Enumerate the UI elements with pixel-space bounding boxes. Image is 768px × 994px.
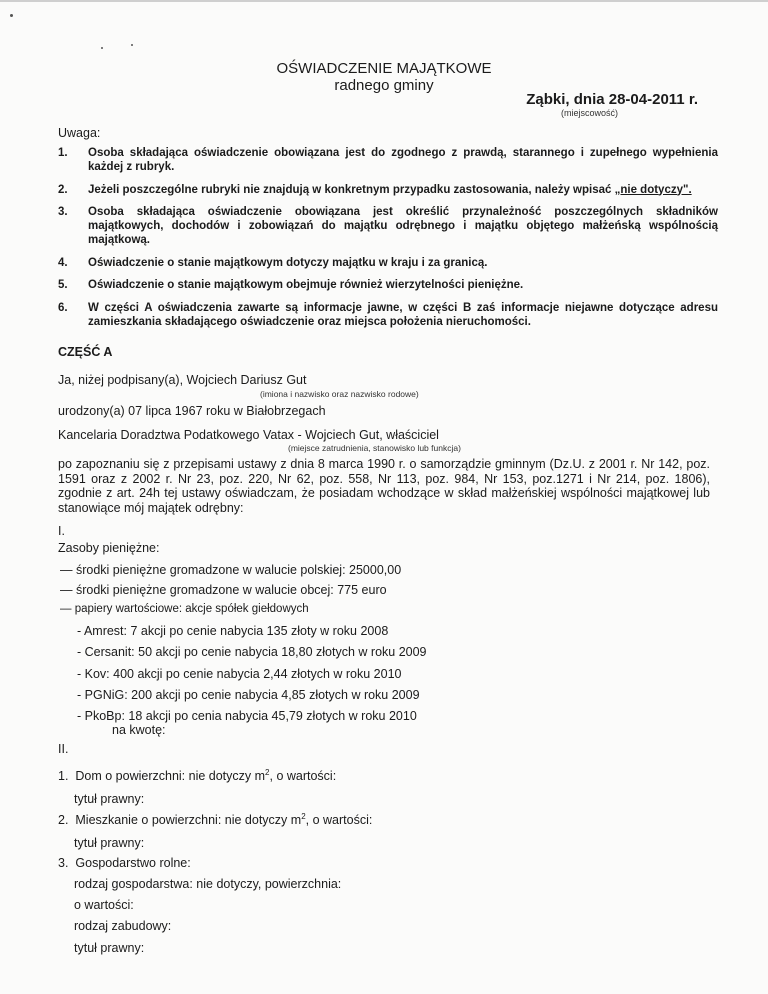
part-ii-numeral: II. — [58, 742, 69, 756]
section-a-heading: CZĘŚĆ A — [58, 345, 113, 359]
house-row — [58, 769, 336, 783]
share-row: - Amrest: 7 akcji po cenie nabycia 135 złoty w roku 2008 — [77, 624, 389, 638]
house-value-label: , o wartości: — [269, 769, 337, 783]
note-item — [58, 183, 718, 197]
note-number: 4. — [58, 256, 68, 269]
born-line: urodzony(a) 07 lipca 1967 roku w Białobrzegach — [58, 404, 326, 418]
note-text: Osoba składająca oświadczenie obowiązana jest do zgodnego z prawdą, starannego i zupełnego wypełnienia każdej z rubryk. — [88, 147, 718, 173]
note-underlined-text: „nie dotyczy". — [614, 183, 692, 196]
scan-speck — [131, 44, 133, 46]
share-row: - Kov: 400 akcji po cenie nabycia 2,44 złotych w roku 2010 — [77, 667, 402, 681]
note-text: Jeżeli poszczególne rubryki nie znajdują w konkretnym przypadku zastosowania, należy wpisać — [88, 183, 615, 196]
flat-row — [58, 813, 372, 827]
note-item — [58, 301, 718, 329]
farm-title: tytuł prawny: — [74, 941, 145, 955]
house-title: tytuł prawny: — [74, 792, 145, 806]
note-number: 2. — [58, 183, 68, 196]
farm-type: rodzaj gospodarstwa: nie dotyczy, powierzchnia: — [74, 877, 342, 891]
notes-list — [58, 146, 718, 337]
scan-speck — [10, 14, 13, 17]
farm-row — [58, 856, 191, 870]
flat-area: Mieszkanie o powierzchni: nie dotyczy m — [75, 813, 302, 827]
note-item — [58, 205, 718, 247]
notes-label: Uwaga: — [58, 126, 101, 140]
employer-line: Kancelaria Doradztwa Podatkowego Vatax - Wojciech Gut, właściciel — [58, 428, 439, 442]
farm-buildings: rodzaj zabudowy: — [74, 919, 172, 933]
share-row: - PGNiG: 200 akcji po cenie nabycia 4,85 złotych w roku 2009 — [77, 688, 420, 702]
note-item — [58, 146, 718, 174]
flat-value-label: , o wartości: — [305, 813, 373, 827]
item-number: 1. — [58, 769, 69, 783]
share-row: - PkoBp: 18 akcji po cenia nabycia 45,79 złotych w roku 2010 — [77, 709, 417, 723]
amount-label: na kwotę: — [112, 723, 166, 737]
scan-edge — [0, 0, 768, 2]
farm-value: o wartości: — [74, 898, 134, 912]
note-number: 6. — [58, 301, 68, 314]
title-line-2: radnego gminy — [334, 77, 434, 94]
employer-caption: (miejsce zatrudnienia, stanowisko lub funkcja) — [288, 443, 461, 453]
declarant-caption: (imiona i nazwisko oraz nazwisko rodowe) — [260, 389, 419, 399]
flat-title: tytuł prawny: — [74, 836, 145, 850]
note-text: Oświadczenie o stanie majątkowym obejmuje również wierzytelności pieniężne. — [88, 279, 524, 291]
date-line: Ząbki, dnia 28-04-2011 r. — [526, 91, 698, 108]
squared-sup: 2 — [265, 767, 270, 777]
note-number: 1. — [58, 147, 68, 159]
note-text: Oświadczenie o stanie majątkowym dotyczy majątku w kraju i za granicą. — [88, 256, 488, 269]
item-number: 2. — [58, 813, 69, 827]
item-number: 3. — [58, 856, 69, 870]
squared-sup: 2 — [301, 811, 306, 821]
document-title — [0, 60, 768, 94]
note-text: Osoba składająca oświadczenie obowiązana jest określić przynależność poszczególnych składników majątkowych, dochodów i zobowiązań do majątku odrębnego i majątku objętego małżeńską wspólnością majątkową. — [88, 206, 718, 246]
securities-item: — papiery wartościowe: akcje spółek giełdowych — [60, 603, 309, 615]
title-line-1: OŚWIADCZENIE MAJĄTKOWE — [276, 60, 492, 77]
declarant-line: Ja, niżej podpisany(a), Wojciech Dariusz Gut — [58, 373, 307, 387]
house-area: Dom o powierzchni: nie dotyczy m — [75, 769, 266, 783]
note-item — [58, 256, 718, 270]
note-number: 5. — [58, 279, 68, 291]
note-number: 3. — [58, 206, 68, 218]
note-text: W części A oświadczenia zawarte są informacje jawne, w części B zaś informacje niejawne dotyczące adresu zamieszkania składającego oświadczenie oraz miejsca położenia nieruchomości. — [88, 301, 718, 328]
part-i-numeral: I. — [58, 524, 65, 538]
cash-foreign-item: — środki pieniężne gromadzone w walucie obcej: 775 euro — [60, 583, 387, 597]
part-i-heading: Zasoby pieniężne: — [58, 541, 160, 555]
share-row: - Cersanit: 50 akcji po cenie nabycia 18,80 złotych w roku 2009 — [77, 645, 427, 659]
note-item — [58, 278, 718, 292]
farm-heading: Gospodarstwo rolne: — [75, 856, 191, 870]
place-caption: (miejscowość) — [560, 108, 618, 118]
scan-speck — [101, 47, 103, 49]
statement-paragraph: po zapoznaniu się z przepisami ustawy z dnia 8 marca 1990 r. o samorządzie gminnym (Dz.U. z 2001 r. Nr 142, poz. 1591 oraz z 2002 r. Nr 23, poz. 220, Nr 62, poz. 558, Nr 113, poz. 984, Nr 153, poz.1271 i Nr 214, poz. 1806), zgodnie z art. 24h tej ustawy oświadczam, że posiadam wchodzące w skład małżeńskiej wspólności majątkowej lub stanowiące mój majątek odrębny: — [58, 457, 710, 515]
cash-pln-item: — środki pieniężne gromadzone w walucie polskiej: 25000,00 — [60, 563, 402, 577]
